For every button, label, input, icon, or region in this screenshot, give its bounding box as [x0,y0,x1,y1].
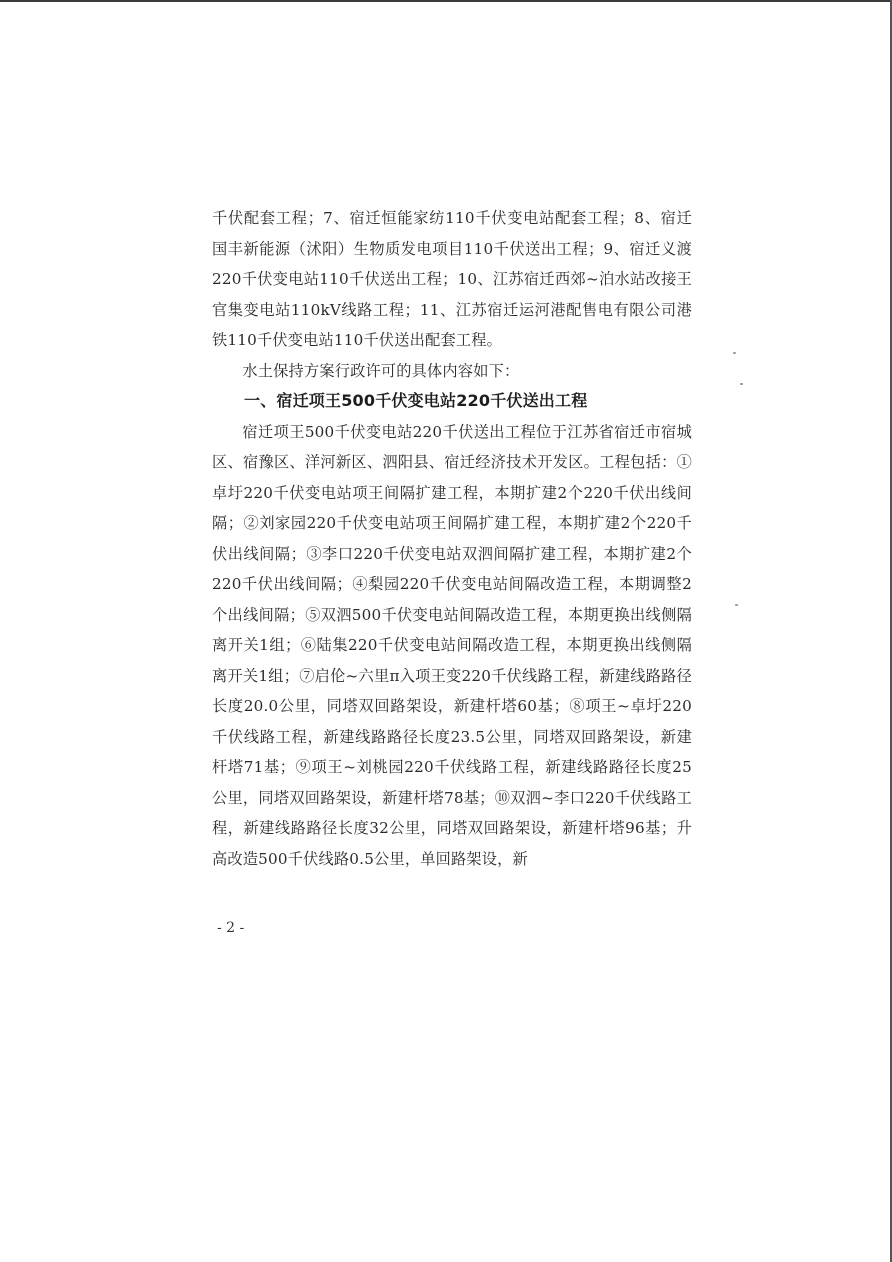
scan-speck [740,383,743,385]
section-body-paragraph: 宿迁项王500千伏变电站220千伏送出工程位于江苏省宿迁市宿城区、宿豫区、洋河新区、泗阳县、宿迁经济技术开发区。工程包括：①卓圩220千伏变电站项王间隔扩建工程，本期扩建2个220千伏出线间隔；②刘家园220千伏变电站项王间隔扩建工程，本期扩建2个220千伏出线间隔；③李口220千伏变电站双泗间隔扩建工程，本期扩建2个220千伏出线间隔；④梨园220千伏变电站间隔改造工程，本期调整2个出线间隔；⑤双泗500千伏变电站间隔改造工程，本期更换出线侧隔离开关1组；⑥陆集220千伏变电站间隔改造工程，本期更换出线侧隔离开关1组；⑦启伦~六里π入项王变220千伏线路工程，新建线路路径长度20.0公里，同塔双回路架设，新建杆塔60基；⑧项王~卓圩220千伏线路工程，新建线路路径长度23.5公里，同塔双回路架设，新建杆塔71基；⑨项王~刘桃园220千伏线路工程，新建线路路径长度25公里，同塔双回路架设，新建杆塔78基；⑩双泗~李口220千伏线路工程，新建线路路径长度32公里，同塔双回路架设，新建杆塔96基；升高改造500千伏线路0.5公里，单回路架设，新 [212,422,692,868]
body-text [212,203,692,874]
page-number: - 2 - [217,920,245,936]
section-heading: 一、宿迁项王500千伏变电站220千伏送出工程 [244,391,588,410]
scan-speck [735,604,738,606]
continuation-paragraph: 千伏配套工程；7、宿迁恒能家纺110千伏变电站配套工程；8、宿迁国丰新能源（沭阳）生物质发电项目110千伏送出工程；9、宿迁义渡220千伏变电站110千伏送出工程；10、江苏宿迁西郊~泊水站改接王官集变电站110kV线路工程；11、江苏宿迁运河港配售电有限公司港铁110千伏变电站110千伏送出配套工程。 [212,209,692,349]
scan-top-border [0,0,892,2]
intro-paragraph: 水土保持方案行政许可的具体内容如下： [242,361,520,380]
scan-speck [733,352,736,354]
